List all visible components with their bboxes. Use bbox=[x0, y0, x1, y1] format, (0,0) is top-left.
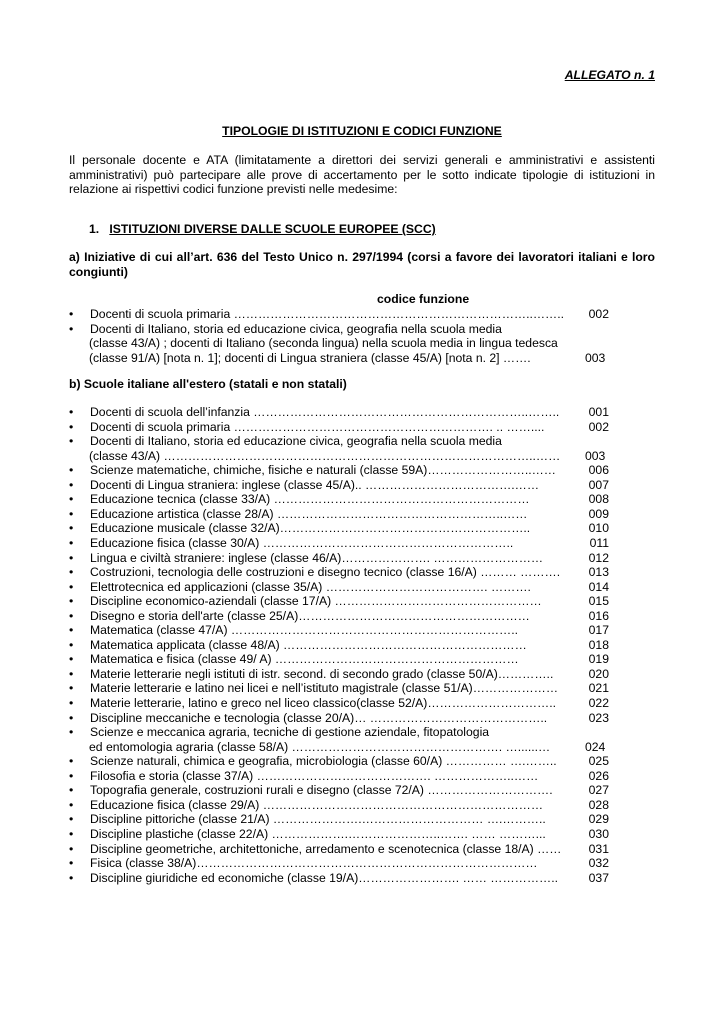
list-item-text: Materie letterarie, latino e greco nel liceo classico(classe 52/A)………………………….. bbox=[90, 696, 556, 710]
list-item bbox=[69, 856, 609, 871]
bullet-icon: • bbox=[69, 783, 74, 798]
bullet-icon: • bbox=[69, 870, 74, 885]
list-item-text: Matematica (classe 47/A) …………………………………………………………….. bbox=[90, 623, 518, 638]
codice-funzione-value: 021 bbox=[588, 681, 609, 696]
bullet-icon: • bbox=[69, 492, 74, 507]
bullet-icon: • bbox=[69, 696, 74, 710]
bullet-icon: • bbox=[69, 550, 74, 565]
codice-funzione-value: 020 bbox=[588, 666, 609, 681]
list-item bbox=[69, 842, 609, 857]
codice-funzione-value: 037 bbox=[588, 870, 609, 885]
list-item-continuation: ed entomologia agraria (classe 58/A) ……………………………………………. …......… bbox=[89, 739, 551, 754]
list-item-text: Costruzioni, tecnologia delle costruzioni e disegno tecnico (classe 16/A) ……… ………. bbox=[90, 565, 561, 580]
list-item-text: Topografia generale, costruzioni rurali e disegno (classe 72/A) …………………………. bbox=[90, 783, 553, 798]
list-item-continuation: (classe 43/A) ; docenti di Italiano (seconda lingua) nella scuola media in lingua tedesca bbox=[89, 336, 558, 351]
list-item bbox=[69, 667, 609, 682]
bullet-icon: • bbox=[69, 405, 74, 419]
codice-funzione-value: 017 bbox=[588, 623, 609, 638]
codice-funzione-value: 022 bbox=[588, 696, 609, 710]
list-item-text: Materie letterarie e latino nei licei e nell’istituto magistrale (classe 51/A)………………… bbox=[90, 681, 559, 696]
list-item-text: Scienze matematiche, chimiche, fisiche e naturali (classe 59A)……………………..…… bbox=[90, 463, 556, 478]
list-item bbox=[69, 536, 609, 551]
list-item-text: Lingua e civiltà straniere: inglese (classe 46/A)…………………. ……………………… bbox=[90, 550, 544, 565]
codice-funzione-value: 008 bbox=[588, 492, 609, 507]
list-item bbox=[69, 565, 609, 580]
list-item bbox=[69, 594, 609, 609]
bullet-icon: • bbox=[69, 434, 74, 449]
list-item-text: Discipline giuridiche ed economiche (classe 19/A)……………………. …… …………….. bbox=[90, 870, 558, 885]
list-item bbox=[69, 492, 609, 507]
list-item bbox=[69, 322, 609, 337]
bullet-icon: • bbox=[69, 666, 74, 681]
list-item-text: Discipline economico-aziendali (classe 17/A) …………………………………………… bbox=[90, 594, 542, 609]
section-number: 1. bbox=[89, 222, 100, 236]
bullet-icon: • bbox=[69, 579, 74, 594]
codice-funzione-value: 031 bbox=[588, 841, 609, 856]
codice-funzione-value: 003 bbox=[585, 448, 606, 463]
codice-funzione-value: 009 bbox=[588, 506, 609, 521]
list-item-text: Educazione musicale (classe 32/A)…………………………………………………….. bbox=[90, 521, 531, 536]
list-item bbox=[69, 434, 609, 449]
bullet-icon: • bbox=[69, 725, 74, 740]
bullet-icon: • bbox=[69, 321, 74, 336]
list-item-text: Docenti di Lingua straniera: inglese (classe 45/A).. ……………………………….…… bbox=[90, 477, 540, 492]
bullet-icon: • bbox=[69, 797, 74, 812]
list-item-text: Matematica e fisica (classe 49/ A) …………………………………………………… bbox=[90, 652, 519, 667]
list-item bbox=[69, 609, 609, 624]
list-item-text: Docenti di scuola primaria ………………………………………………………. .. …….... bbox=[90, 419, 545, 434]
bullet-icon: • bbox=[69, 608, 74, 623]
codice-funzione-value: 019 bbox=[588, 652, 609, 667]
intro-paragraph: Il personale docente e ATA (limitatamente a direttori dei servizi generali e amministrativi e assistenti amministrativi) può partecipare alle prove di accertamento per le sotto indicate tipologie di istituzioni in relazione ai rispettivi codici funzione previsti nelle medesime: bbox=[69, 153, 655, 196]
codice-funzione-value: 003 bbox=[585, 350, 606, 365]
codice-funzione-value: 030 bbox=[588, 826, 609, 841]
bullet-icon: • bbox=[69, 463, 74, 478]
bullet-icon: • bbox=[69, 419, 74, 434]
bullet-icon: • bbox=[69, 841, 74, 856]
list-item bbox=[69, 307, 609, 322]
list-item-text: Elettrotecnica ed applicazioni (classe 35/A) …………………………………. ………. bbox=[90, 579, 531, 594]
list-item-text: Educazione fisica (classe 29/A) …………………………………………………………… bbox=[90, 797, 544, 812]
codice-funzione-value: 028 bbox=[588, 797, 609, 812]
bullet-icon: • bbox=[69, 856, 74, 871]
list-item bbox=[69, 521, 609, 536]
list-item-text: Docenti di scuola primaria ………………………………………………………………..…….. bbox=[90, 307, 565, 321]
bullet-icon: • bbox=[69, 812, 74, 827]
codice-funzione-value: 026 bbox=[588, 768, 609, 783]
list-item-continuation: (classe 43/A) ………………………………………………………………………………..…… bbox=[89, 448, 561, 463]
bullet-icon: • bbox=[69, 565, 74, 580]
list-item-text: Discipline pittoriche (classe 21/A) ………………….………………………… ….……….. bbox=[90, 812, 546, 827]
codice-funzione-value: 015 bbox=[588, 594, 609, 609]
list-item bbox=[69, 405, 609, 420]
list-item-text: Discipline meccaniche e tecnologia (classe 20/A)… …………………………………….. bbox=[90, 710, 548, 725]
list-item bbox=[69, 681, 609, 696]
bullet-icon: • bbox=[69, 521, 74, 536]
document-title: TIPOLOGIE DI ISTITUZIONI E CODICI FUNZIONE bbox=[222, 124, 502, 138]
list-item-text: Discipline plastiche (classe 22/A) ……………….…………………..……. …… ………... bbox=[90, 826, 546, 841]
codice-funzione-value: 002 bbox=[588, 419, 609, 434]
list-item bbox=[69, 507, 609, 522]
list-item bbox=[69, 812, 609, 827]
bullet-icon: • bbox=[69, 710, 74, 725]
list-item-text: Docenti di Italiano, storia ed educazione civica, geografia nella scuola media bbox=[90, 434, 502, 449]
codice-funzione-value: 014 bbox=[588, 579, 609, 594]
list-item-text: Educazione artistica (classe 28/A) ………………………………………………..…… bbox=[90, 506, 528, 521]
list-item bbox=[69, 420, 609, 435]
list-item bbox=[69, 827, 609, 842]
list-item bbox=[69, 725, 609, 740]
codice-funzione-value: 032 bbox=[588, 856, 609, 871]
list-item-text: Materie letterarie negli istituti di istr. second. di secondo grado (classe 50/A)………….. bbox=[90, 666, 554, 681]
section-1-heading bbox=[89, 222, 436, 236]
subsection-b-title: b) Scuole italiane all'estero (statali e non statali) bbox=[69, 377, 347, 391]
subsection-a-title: a) Iniziative di cui all’art. 636 del Testo Unico n. 297/1994 (corsi a favore dei lavoratori italiani e loro congiunti) bbox=[69, 250, 655, 279]
list-item bbox=[69, 478, 609, 493]
list-item-text: Docenti di Italiano, storia ed educazione civica, geografia nella scuola media bbox=[90, 321, 502, 336]
codice-funzione-value: 012 bbox=[588, 550, 609, 565]
list-item bbox=[69, 638, 609, 653]
list-item bbox=[69, 769, 609, 784]
bullet-icon: • bbox=[69, 594, 74, 609]
bullet-icon: • bbox=[69, 506, 74, 521]
list-item bbox=[69, 754, 609, 769]
codice-funzione-value: 018 bbox=[588, 637, 609, 652]
codice-funzione-value: 027 bbox=[588, 783, 609, 798]
codice-funzione-value: 007 bbox=[588, 477, 609, 492]
bullet-icon: • bbox=[69, 637, 74, 652]
list-item-text: Scienze naturali, chimica e geografia, microbiologia (classe 60/A) …………… ….…….. bbox=[90, 754, 557, 769]
allegato-label: ALLEGATO n. 1 bbox=[564, 68, 655, 82]
bullet-icon: • bbox=[69, 623, 74, 638]
list-item-continuation: (classe 91/A) [nota n. 1]; docenti di Lingua straniera (classe 45/A) [nota n. 2] ……. bbox=[89, 350, 531, 365]
codice-funzione-value: 029 bbox=[588, 812, 609, 827]
list-item-text: Educazione tecnica (classe 33/A) ……………………………………………………… bbox=[90, 492, 530, 507]
list-item-text: Docenti di scuola dell’infanzia …………………………………………………………..…….. bbox=[90, 405, 560, 419]
bullet-icon: • bbox=[69, 307, 74, 321]
list-item bbox=[69, 623, 609, 638]
list-item bbox=[69, 871, 609, 886]
codice-funzione-value: 023 bbox=[588, 710, 609, 725]
codice-funzione-value: 006 bbox=[588, 463, 609, 478]
section-title: ISTITUZIONI DIVERSE DALLE SCUOLE EUROPEE (SCC) bbox=[109, 222, 436, 236]
list-item-text: Matematica applicata (classe 48/A) …………………………………………………… bbox=[90, 637, 527, 652]
bullet-icon: • bbox=[69, 768, 74, 783]
list-item bbox=[69, 652, 609, 667]
list-item bbox=[69, 783, 609, 798]
codice-funzione-value: 002 bbox=[588, 307, 609, 321]
bullet-icon: • bbox=[69, 681, 74, 696]
list-item bbox=[69, 580, 609, 595]
list-item-text: Fisica (classe 38/A)………………………………………………………………………… bbox=[90, 856, 538, 871]
codice-funzione-value: 025 bbox=[588, 754, 609, 769]
codice-funzione-value: 001 bbox=[588, 405, 609, 419]
list-item bbox=[69, 696, 609, 711]
list-item-text: Disegno e storia dell'arte (classe 25/A)………………………………………………… bbox=[90, 608, 530, 623]
list-item-text: Educazione fisica (classe 30/A) …………………………………………………….. bbox=[90, 535, 514, 550]
list-item-text: Scienze e meccanica agraria, tecniche di gestione aziendale, fitopatologia bbox=[90, 725, 490, 740]
list-item bbox=[69, 551, 609, 566]
codice-funzione-header: codice funzione bbox=[377, 292, 470, 306]
list-item bbox=[69, 798, 609, 813]
bullet-icon: • bbox=[69, 477, 74, 492]
list-item bbox=[69, 463, 609, 478]
bullet-icon: • bbox=[69, 535, 74, 550]
list-item-text: Filosofia e storia (classe 37/A) ……………………………………. ………………..…… bbox=[90, 768, 539, 783]
list-item bbox=[69, 711, 609, 726]
codice-funzione-value: 013 bbox=[588, 565, 609, 580]
bullet-icon: • bbox=[69, 826, 74, 841]
codice-funzione-value: 024 bbox=[585, 739, 606, 754]
bullet-icon: • bbox=[69, 754, 74, 769]
list-item-text: Discipline geometriche, architettoniche, arredamento e scenotecnica (classe 18/A) …… bbox=[90, 841, 562, 856]
bullet-icon: • bbox=[69, 652, 74, 667]
codice-funzione-value: 016 bbox=[588, 608, 609, 623]
codice-funzione-value: 010 bbox=[588, 521, 609, 536]
codice-funzione-value: 011 bbox=[589, 535, 609, 550]
